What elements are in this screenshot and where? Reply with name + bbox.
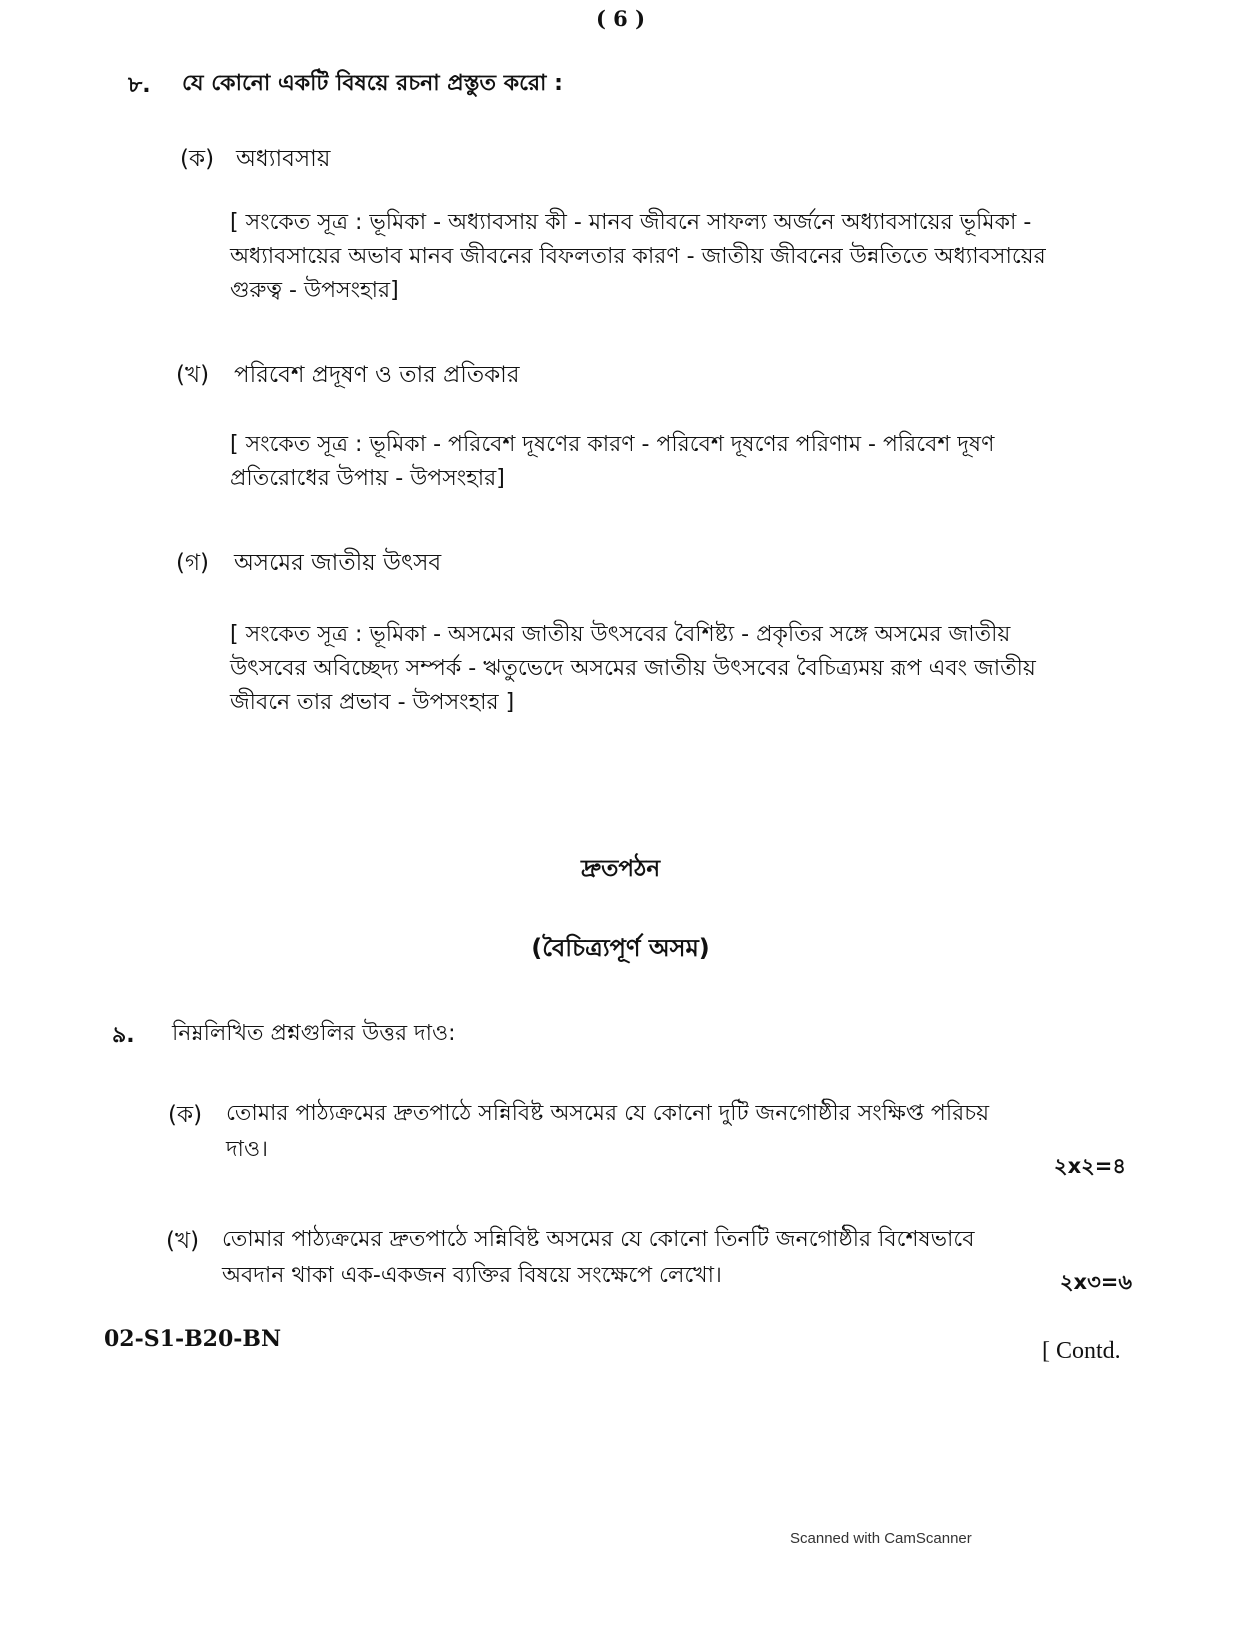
q9-item-kha-line2: অবদান থাকা এক-একজন ব্যক্তির বিষয়ে সংক্ষেপে লেখো। [222,1263,722,1288]
option-ga-hint [230,618,1090,720]
hint-line: [ সংকেত সূত্র : ভূমিকা - পরিবেশ দূষণের কারণ - পরিবেশ দূষণের পরিণাম - পরিবেশ দূষণ [230,432,995,457]
hint-line: জীবনে তার প্রভাব - উপসংহার ] [230,690,515,715]
q9-item-kha-line1: তোমার পাঠ্যক্রমের দ্রুতপাঠে সন্নিবিষ্ট অসমের যে কোনো তিনটি জনগোষ্ঠীর বিশেষভাবে [222,1227,975,1252]
option-kha-title: পরিবেশ প্রদূষণ ও তার প্রতিকার [234,362,520,388]
section-subtitle: (বৈচিত্র্যপূর্ণ অসম) [531,934,710,962]
q9-item-ka-line1: তোমার পাঠ্যক্রমের দ্রুতপাঠে সন্নিবিষ্ট অসমের যে কোনো দুটি জনগোষ্ঠীর সংক্ষিপ্ত পরিচয় [226,1101,990,1126]
question-8-number: ৮. [128,73,151,98]
q9-item-ka-marks: ২x২=৪ [1053,1154,1126,1178]
hint-line: [ সংকেত সূত্র : ভূমিকা - অসমের জাতীয় উৎসবের বৈশিষ্ট্য - প্রকৃতির সঙ্গে অসমের জাতীয় [230,622,1011,647]
option-ga-label: (গ) [176,550,210,576]
q9-item-ka-line2: দাও। [226,1137,268,1162]
option-ga-title: অসমের জাতীয় উৎসব [234,550,442,576]
hint-line: গুরুত্ব - উপসংহার] [230,278,399,303]
page-number: ( 6 ) [595,6,646,31]
q9-item-ka-label: (ক) [168,1102,203,1128]
hint-line: অধ্যাবসায়ের অভাব মানব জীবনের বিফলতার কারণ - জাতীয় জীবনের উন্নতিতে অধ্যাবসায়ের [230,244,1046,269]
section-title: দ্রুতপঠন [580,856,661,882]
scanned-watermark: Scanned with CamScanner [790,1530,972,1547]
question-9-text: নিম্নলিখিত প্রশ্নগুলির উত্তর দাও: [172,1021,456,1046]
continued-label: [ Contd. [1042,1338,1121,1364]
q9-item-kha-marks: ২x৩=৬ [1059,1270,1132,1294]
hint-line: প্রতিরোধের উপায় - উপসংহার] [230,466,505,491]
hint-line: উৎসবের অবিচ্ছেদ্য সম্পর্ক - ঋতুভেদে অসমের জাতীয় উৎসবের বৈচিত্র্যময় রূপ এবং জাতীয় [230,656,1036,681]
question-9-number: ৯. [112,1023,135,1048]
option-ka-hint [230,206,1090,308]
option-kha-label: (খ) [176,362,210,388]
option-ka-title: অধ্যাবসায় [236,146,331,172]
question-8-text: যে কোনো একটি বিষয়ে রচনা প্রস্তুত করো : [182,71,563,96]
option-ka-label: (ক) [180,146,215,172]
paper-code: 02-S1-B20-BN [104,1326,282,1352]
q9-item-kha-label: (খ) [166,1228,200,1254]
hint-line: [ সংকেত সূত্র : ভূমিকা - অধ্যাবসায় কী - মানব জীবনে সাফল্য অর্জনে অধ্যাবসায়ের ভূমিকা - [230,210,1032,235]
option-kha-hint [230,428,1090,496]
